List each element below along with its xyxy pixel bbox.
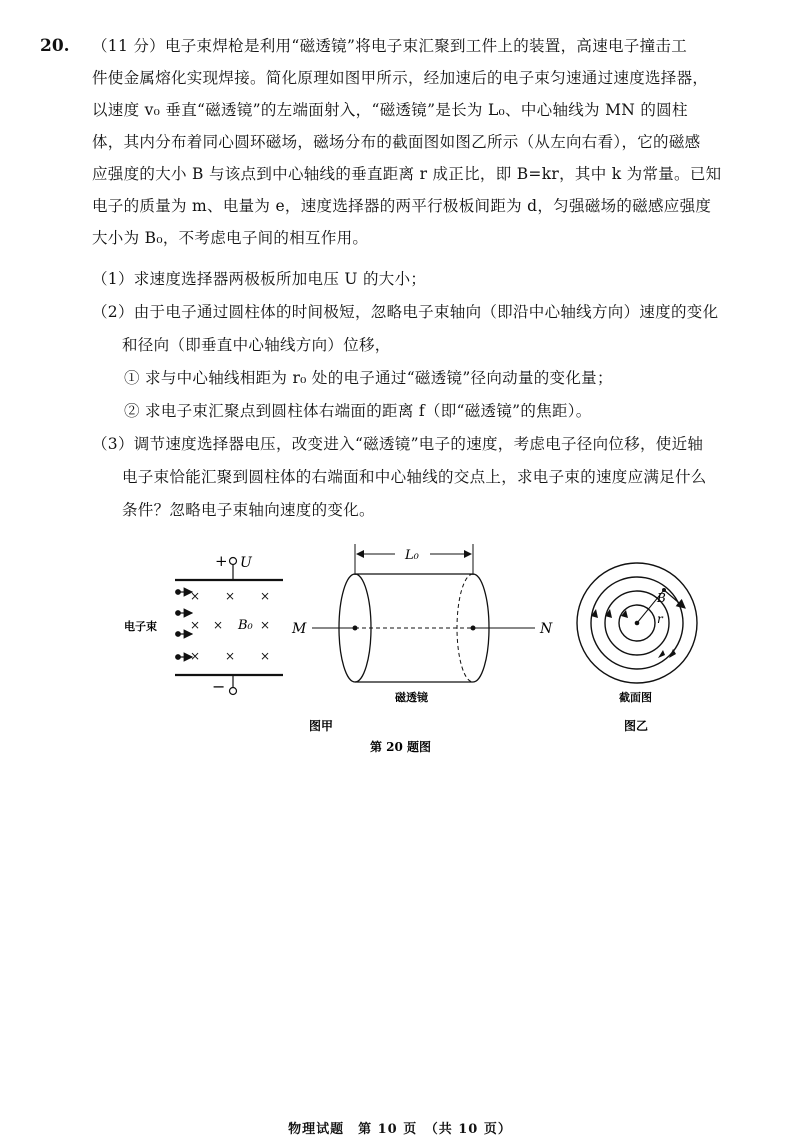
velocity-selector (124, 552, 283, 696)
part-2-subquestion-1: ① 求与中心轴线相距为 r₀ 处的电子通过“磁透镜”径向动量的变化量； (124, 369, 613, 387)
magnetic-lens (291, 544, 553, 704)
ring-arrow (658, 650, 665, 658)
radius-r-label: r (657, 612, 663, 626)
length-label: L₀ (405, 548, 419, 563)
ring-arrow (669, 649, 676, 658)
section-caption: 截面图 (619, 691, 652, 704)
point-n-label: N (540, 621, 553, 637)
voltage-label: U (240, 555, 252, 571)
figure-20 (0, 530, 800, 790)
part-2-line-1: （2）由于电子通过圆柱体的时间极短，忽略电子束轴向（即沿中心轴线方向）速度的变化 (92, 303, 719, 321)
part-1: （1）求速度选择器两极板所加电压 U 的大小； (92, 270, 427, 288)
field-b-label: B (657, 591, 666, 605)
part-3-line-1: （3）调节速度选择器电压，改变进入“磁透镜”电子的速度，考虑电子径向位移，使近轴 (92, 435, 704, 453)
axis-point-left (353, 626, 358, 631)
cross-section (577, 563, 697, 704)
field-cross: × (260, 589, 271, 603)
electron (176, 611, 181, 616)
lens-caption: 磁透镜 (395, 691, 428, 704)
part-2-line-2: 和径向（即垂直中心轴线方向）位移， (122, 336, 391, 354)
intro-line: （11 分）电子束焊枪是利用“磁透镜”将电子束汇聚到工件上的装置，高速电子撞击工 (92, 37, 688, 55)
part-3-line-3: 条件？忽略电子束轴向速度的变化。 (122, 501, 375, 519)
field-cross: × (190, 618, 201, 632)
bottom-terminal (230, 688, 237, 695)
question-number: 20. (40, 36, 70, 56)
field-vector (664, 590, 685, 608)
intro-line: 电子的质量为 m、电量为 e，速度选择器的两平行极板间距为 d，匀强磁场的磁感应强度 (92, 197, 712, 215)
axis-point-right (471, 626, 476, 631)
field-cross: × (260, 618, 271, 632)
field-label: B₀ (238, 618, 253, 633)
field-cross: × (225, 589, 236, 603)
part-3-line-2: 电子束恰能汇聚到圆柱体的右端面和中心轴线的交点上，求电子束的速度应满足什么 (122, 468, 707, 486)
magnetic-field-into-page (190, 589, 270, 663)
electron (176, 632, 181, 637)
minus-sign: − (212, 677, 226, 696)
field-cross: × (190, 649, 201, 663)
intro-line: 件使金属熔化实现焊接。简化原理如图甲所示，经加速后的电子束匀速通过速度选择器， (92, 69, 709, 87)
intro-line: 应强度的大小 B 与该点到中心轴线的垂直距离 r 成正比，即 B=kr，其中 k 为常量。已知 (92, 165, 722, 183)
intro-line: 以速度 v₀ 垂直“磁透镜”的左端面射入，“磁透镜”是长为 L₀、中心轴线为 MN 的圆柱 (92, 101, 688, 119)
intro-line: 大小为 B₀，不考虑电子间的相互作用。 (92, 229, 369, 247)
figure-title: 第 20 题图 (370, 740, 432, 754)
field-cross: × (213, 618, 224, 632)
point-m-label: M (292, 621, 307, 637)
figure-a-caption: 图甲 (309, 719, 334, 733)
electron (176, 655, 181, 660)
top-terminal (230, 558, 237, 565)
figure-b-caption: 图乙 (624, 719, 649, 733)
part-2-subquestion-2: ② 求电子束汇聚点到圆柱体右端面的距离 f（即“磁透镜”的焦距）。 (124, 402, 592, 420)
plus-sign: + (215, 552, 228, 570)
electron (176, 590, 181, 595)
field-cross: × (225, 649, 236, 663)
question-intro (92, 30, 760, 254)
page-footer: 物理试题 第 10 页 （共 10 页） (288, 1122, 512, 1137)
intro-line: 体，其内分布着同心圆环磁场，磁场分布的截面图如图乙所示（从左向右看），它的磁感 (92, 133, 701, 151)
field-cross: × (190, 589, 201, 603)
electron-beam-label: 电子束 (124, 620, 157, 633)
field-cross: × (260, 649, 271, 663)
